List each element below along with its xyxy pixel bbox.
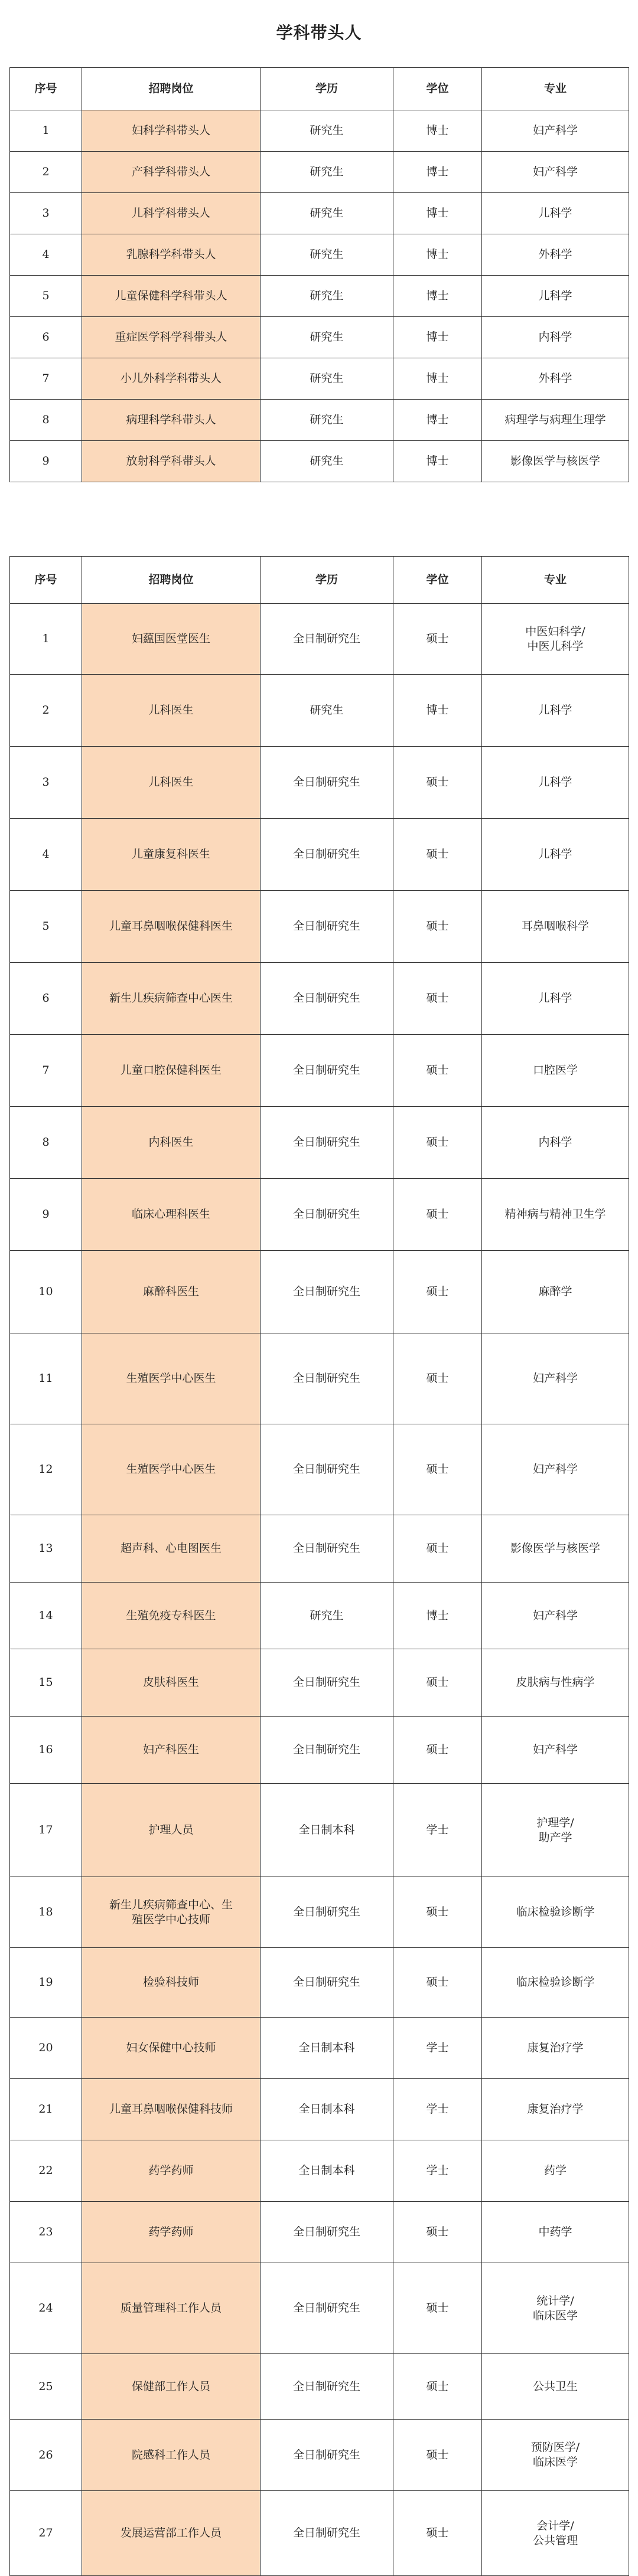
cell-degree: 硕士 — [393, 1035, 482, 1107]
cell-index: 8 — [10, 1107, 82, 1179]
cell-index: 9 — [10, 1179, 82, 1251]
cell-degree: 博士 — [393, 234, 482, 276]
cell-index: 22 — [10, 2140, 82, 2202]
cell-position: 临床心理科医生 — [82, 1179, 261, 1251]
cell-major: 统计学/ 临床医学 — [482, 2263, 629, 2354]
table-row — [10, 152, 629, 193]
cell-education: 全日制研究生 — [261, 2354, 393, 2420]
table-row — [10, 110, 629, 152]
cell-major: 预防医学/ 临床医学 — [482, 2420, 629, 2491]
cell-education: 全日制研究生 — [261, 604, 393, 675]
cell-education: 全日制研究生 — [261, 1333, 393, 1424]
header-position: 招聘岗位 — [82, 68, 261, 110]
table-row — [10, 276, 629, 317]
cell-major: 影像医学与核医学 — [482, 441, 629, 482]
table-header-row — [10, 68, 629, 110]
table-header-row — [10, 557, 629, 604]
cell-index: 23 — [10, 2202, 82, 2263]
cell-position: 生殖免疫专科医生 — [82, 1583, 261, 1649]
table-row — [10, 2018, 629, 2079]
cell-degree: 硕士 — [393, 1333, 482, 1424]
cell-index: 21 — [10, 2079, 82, 2140]
table-row — [10, 963, 629, 1035]
cell-position: 妇藴国医堂医生 — [82, 604, 261, 675]
cell-education: 研究生 — [261, 317, 393, 358]
header-degree: 学位 — [393, 68, 482, 110]
cell-major: 康复治疗学 — [482, 2079, 629, 2140]
cell-education: 研究生 — [261, 276, 393, 317]
page-title: 学科带头人 — [276, 23, 362, 43]
cell-degree: 博士 — [393, 675, 482, 747]
cell-degree: 硕士 — [393, 2354, 482, 2420]
cell-major: 精神病与精神卫生学 — [482, 1179, 629, 1251]
cell-education: 全日制研究生 — [261, 891, 393, 963]
cell-degree: 博士 — [393, 358, 482, 400]
cell-major: 妇产科学 — [482, 152, 629, 193]
cell-education: 研究生 — [261, 358, 393, 400]
cell-position: 儿童康复科医生 — [82, 819, 261, 891]
cell-major: 儿科学 — [482, 963, 629, 1035]
cell-degree: 博士 — [393, 441, 482, 482]
cell-position: 新生儿疾病筛查中心医生 — [82, 963, 261, 1035]
cell-major: 中药学 — [482, 2202, 629, 2263]
cell-education: 全日制研究生 — [261, 2491, 393, 2576]
table-row — [10, 2263, 629, 2354]
cell-index: 15 — [10, 1649, 82, 1717]
cell-position: 药学药师 — [82, 2202, 261, 2263]
table-row — [10, 1251, 629, 1333]
table-row — [10, 441, 629, 482]
cell-degree: 硕士 — [393, 1515, 482, 1583]
cell-major: 内科学 — [482, 317, 629, 358]
cell-position: 保健部工作人员 — [82, 2354, 261, 2420]
cell-education: 全日制研究生 — [261, 963, 393, 1035]
cell-education: 全日制研究生 — [261, 2202, 393, 2263]
cell-position: 儿科医生 — [82, 747, 261, 819]
cell-degree: 博士 — [393, 193, 482, 234]
cell-index: 20 — [10, 2018, 82, 2079]
cell-education: 全日制研究生 — [261, 1515, 393, 1583]
table-row — [10, 2140, 629, 2202]
table-row — [10, 1035, 629, 1107]
header-index: 序号 — [10, 557, 82, 604]
cell-degree: 硕士 — [393, 2491, 482, 2576]
cell-position: 儿童保健科学科带头人 — [82, 276, 261, 317]
cell-index: 8 — [10, 400, 82, 441]
cell-position: 乳腺科学科带头人 — [82, 234, 261, 276]
table-row — [10, 1717, 629, 1784]
cell-major: 儿科学 — [482, 276, 629, 317]
cell-index: 6 — [10, 963, 82, 1035]
cell-education: 全日制研究生 — [261, 1424, 393, 1515]
cell-major: 儿科学 — [482, 193, 629, 234]
cell-education: 研究生 — [261, 441, 393, 482]
cell-index: 6 — [10, 317, 82, 358]
cell-major: 儿科学 — [482, 675, 629, 747]
table-row — [10, 1784, 629, 1877]
cell-degree: 硕士 — [393, 1649, 482, 1717]
cell-index: 1 — [10, 604, 82, 675]
table-row — [10, 747, 629, 819]
cell-degree: 硕士 — [393, 747, 482, 819]
cell-degree: 硕士 — [393, 1424, 482, 1515]
cell-education: 全日制本科 — [261, 1784, 393, 1877]
table-row — [10, 1877, 629, 1948]
cell-major: 外科学 — [482, 234, 629, 276]
cell-position: 护理人员 — [82, 1784, 261, 1877]
cell-major: 妇产科学 — [482, 1333, 629, 1424]
cell-position: 生殖医学中心医生 — [82, 1333, 261, 1424]
header-index: 序号 — [10, 68, 82, 110]
cell-degree: 博士 — [393, 276, 482, 317]
cell-degree: 硕士 — [393, 1717, 482, 1784]
cell-education: 研究生 — [261, 675, 393, 747]
cell-position: 检验科技师 — [82, 1948, 261, 2018]
table-row — [10, 400, 629, 441]
cell-education: 全日制研究生 — [261, 819, 393, 891]
cell-position: 内科医生 — [82, 1107, 261, 1179]
table-row — [10, 1649, 629, 1717]
staff-recruitment-table — [9, 556, 629, 2576]
cell-degree: 学士 — [393, 2018, 482, 2079]
cell-position: 产科学科带头人 — [82, 152, 261, 193]
cell-major: 麻醉学 — [482, 1251, 629, 1333]
table-row — [10, 2079, 629, 2140]
cell-degree: 硕士 — [393, 604, 482, 675]
cell-index: 9 — [10, 441, 82, 482]
table-row — [10, 2202, 629, 2263]
table-row — [10, 234, 629, 276]
cell-index: 14 — [10, 1583, 82, 1649]
leader-recruitment-table — [9, 67, 629, 482]
cell-degree: 学士 — [393, 2140, 482, 2202]
cell-position: 药学药师 — [82, 2140, 261, 2202]
table-row — [10, 675, 629, 747]
cell-index: 7 — [10, 358, 82, 400]
cell-degree: 硕士 — [393, 819, 482, 891]
cell-index: 1 — [10, 110, 82, 152]
cell-index: 3 — [10, 747, 82, 819]
cell-major: 临床检验诊断学 — [482, 1877, 629, 1948]
cell-major: 康复治疗学 — [482, 2018, 629, 2079]
table-row — [10, 193, 629, 234]
table-row — [10, 1583, 629, 1649]
cell-position: 超声科、心电图医生 — [82, 1515, 261, 1583]
cell-major: 妇产科学 — [482, 1583, 629, 1649]
cell-major: 妇产科学 — [482, 1717, 629, 1784]
cell-position: 小儿外科学科带头人 — [82, 358, 261, 400]
cell-education: 全日制研究生 — [261, 2263, 393, 2354]
header-degree: 学位 — [393, 557, 482, 604]
cell-major: 中医妇科学/ 中医儿科学 — [482, 604, 629, 675]
cell-education: 研究生 — [261, 110, 393, 152]
cell-position: 儿童耳鼻咽喉保健科技师 — [82, 2079, 261, 2140]
table-row — [10, 1515, 629, 1583]
cell-education: 全日制研究生 — [261, 747, 393, 819]
cell-index: 16 — [10, 1717, 82, 1784]
header-position: 招聘岗位 — [82, 557, 261, 604]
cell-education: 研究生 — [261, 400, 393, 441]
cell-degree: 硕士 — [393, 1877, 482, 1948]
cell-index: 5 — [10, 276, 82, 317]
cell-education: 研究生 — [261, 1583, 393, 1649]
cell-major: 病理学与病理生理学 — [482, 400, 629, 441]
cell-position: 儿童口腔保健科医生 — [82, 1035, 261, 1107]
cell-index: 24 — [10, 2263, 82, 2354]
cell-major: 内科学 — [482, 1107, 629, 1179]
cell-education: 全日制研究生 — [261, 1948, 393, 2018]
cell-index: 11 — [10, 1333, 82, 1424]
cell-education: 全日制研究生 — [261, 2420, 393, 2491]
cell-position: 质量管理科工作人员 — [82, 2263, 261, 2354]
cell-index: 13 — [10, 1515, 82, 1583]
cell-education: 研究生 — [261, 234, 393, 276]
cell-degree: 博士 — [393, 152, 482, 193]
cell-index: 2 — [10, 152, 82, 193]
cell-position: 妇科学科带头人 — [82, 110, 261, 152]
cell-degree: 学士 — [393, 2079, 482, 2140]
cell-position: 发展运营部工作人员 — [82, 2491, 261, 2576]
cell-education: 全日制研究生 — [261, 1107, 393, 1179]
cell-degree: 博士 — [393, 110, 482, 152]
cell-index: 27 — [10, 2491, 82, 2576]
header-major: 专业 — [482, 68, 629, 110]
cell-index: 2 — [10, 675, 82, 747]
cell-major: 护理学/ 助产学 — [482, 1784, 629, 1877]
cell-major: 临床检验诊断学 — [482, 1948, 629, 2018]
header-education: 学历 — [261, 557, 393, 604]
cell-major: 妇产科学 — [482, 1424, 629, 1515]
table-row — [10, 2354, 629, 2420]
cell-major: 外科学 — [482, 358, 629, 400]
cell-degree: 硕士 — [393, 891, 482, 963]
cell-position: 儿科医生 — [82, 675, 261, 747]
table-row — [10, 819, 629, 891]
cell-index: 7 — [10, 1035, 82, 1107]
cell-education: 全日制研究生 — [261, 1649, 393, 1717]
cell-major: 公共卫生 — [482, 2354, 629, 2420]
cell-major: 儿科学 — [482, 819, 629, 891]
cell-position: 病理科学科带头人 — [82, 400, 261, 441]
table-row — [10, 1948, 629, 2018]
cell-index: 10 — [10, 1251, 82, 1333]
header-education: 学历 — [261, 68, 393, 110]
table-row — [10, 1424, 629, 1515]
cell-education: 研究生 — [261, 152, 393, 193]
cell-index: 4 — [10, 819, 82, 891]
table-row — [10, 1107, 629, 1179]
table-row — [10, 891, 629, 963]
cell-index: 12 — [10, 1424, 82, 1515]
cell-degree: 硕士 — [393, 2202, 482, 2263]
cell-education: 全日制研究生 — [261, 1035, 393, 1107]
table-row — [10, 604, 629, 675]
cell-education: 研究生 — [261, 193, 393, 234]
cell-degree: 硕士 — [393, 1179, 482, 1251]
cell-index: 3 — [10, 193, 82, 234]
cell-degree: 硕士 — [393, 963, 482, 1035]
cell-major: 皮肤病与性病学 — [482, 1649, 629, 1717]
cell-degree: 学士 — [393, 1784, 482, 1877]
cell-degree: 博士 — [393, 317, 482, 358]
cell-degree: 博士 — [393, 1583, 482, 1649]
cell-position: 妇产科医生 — [82, 1717, 261, 1784]
cell-position: 儿科学科带头人 — [82, 193, 261, 234]
cell-education: 全日制本科 — [261, 2079, 393, 2140]
cell-index: 5 — [10, 891, 82, 963]
cell-major: 妇产科学 — [482, 110, 629, 152]
cell-major: 儿科学 — [482, 747, 629, 819]
cell-position: 放射科学科带头人 — [82, 441, 261, 482]
cell-education: 全日制研究生 — [261, 1717, 393, 1784]
cell-degree: 硕士 — [393, 1107, 482, 1179]
cell-major: 影像医学与核医学 — [482, 1515, 629, 1583]
cell-degree: 硕士 — [393, 1251, 482, 1333]
cell-major: 会计学/ 公共管理 — [482, 2491, 629, 2576]
cell-position: 生殖医学中心医生 — [82, 1424, 261, 1515]
cell-major: 耳鼻咽喉科学 — [482, 891, 629, 963]
cell-position: 儿童耳鼻咽喉保健科医生 — [82, 891, 261, 963]
cell-degree: 硕士 — [393, 1948, 482, 2018]
cell-index: 17 — [10, 1784, 82, 1877]
cell-degree: 硕士 — [393, 2263, 482, 2354]
cell-index: 26 — [10, 2420, 82, 2491]
cell-degree: 博士 — [393, 400, 482, 441]
cell-education: 全日制研究生 — [261, 1877, 393, 1948]
cell-degree: 硕士 — [393, 2420, 482, 2491]
cell-major: 药学 — [482, 2140, 629, 2202]
cell-index: 4 — [10, 234, 82, 276]
cell-education: 全日制本科 — [261, 2140, 393, 2202]
cell-position: 院感科工作人员 — [82, 2420, 261, 2491]
table-row — [10, 1333, 629, 1424]
table-row — [10, 317, 629, 358]
cell-position: 麻醉科医生 — [82, 1251, 261, 1333]
table-row — [10, 1179, 629, 1251]
table-row — [10, 358, 629, 400]
header-major: 专业 — [482, 557, 629, 604]
cell-education: 全日制本科 — [261, 2018, 393, 2079]
cell-education: 全日制研究生 — [261, 1179, 393, 1251]
cell-index: 25 — [10, 2354, 82, 2420]
cell-index: 19 — [10, 1948, 82, 2018]
cell-position: 重症医学科学科带头人 — [82, 317, 261, 358]
table-row — [10, 2491, 629, 2576]
cell-position: 新生儿疾病筛查中心、生 殖医学中心技师 — [82, 1877, 261, 1948]
cell-major: 口腔医学 — [482, 1035, 629, 1107]
table-row — [10, 2420, 629, 2491]
cell-position: 妇女保健中心技师 — [82, 2018, 261, 2079]
cell-education: 全日制研究生 — [261, 1251, 393, 1333]
cell-index: 18 — [10, 1877, 82, 1948]
cell-position: 皮肤科医生 — [82, 1649, 261, 1717]
